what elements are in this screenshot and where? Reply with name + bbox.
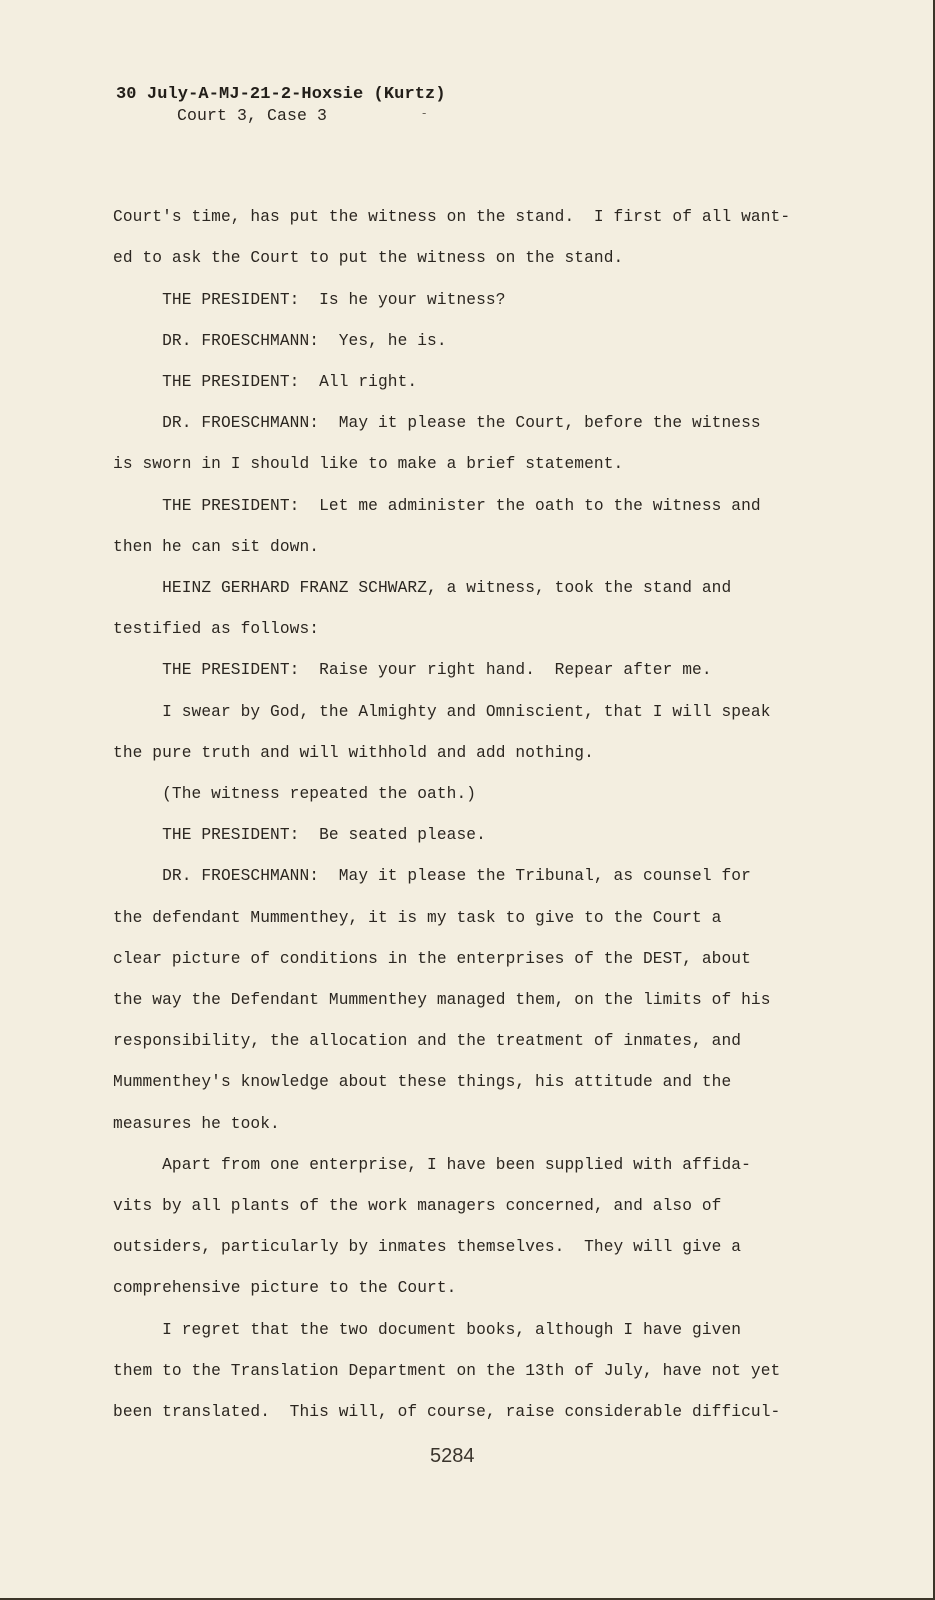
body-line: Apart from one enterprise, I have been supplied with affida- (113, 1156, 751, 1174)
body-line: HEINZ GERHARD FRANZ SCHWARZ, a witness, took the stand and (113, 579, 732, 597)
body-line: (The witness repeated the oath.) (113, 785, 477, 803)
body-line: been translated. This will, of course, raise considerable difficul- (113, 1403, 781, 1421)
stray-mark: - (422, 106, 427, 120)
body-line: is sworn in I should like to make a brief statement. (113, 455, 624, 473)
body-line: I regret that the two document books, although I have given (113, 1321, 742, 1339)
body-line: comprehensive picture to the Court. (113, 1279, 457, 1297)
body-line: the defendant Mummenthey, it is my task to give to the Court a (113, 909, 722, 927)
body-line: outsiders, particularly by inmates themselves. They will give a (113, 1238, 742, 1256)
body-line: DR. FROESCHMANN: May it please the Court, before the witness (113, 414, 761, 432)
body-line: the way the Defendant Mummenthey managed them, on the limits of his (113, 991, 771, 1009)
body-line: I swear by God, the Almighty and Omniscient, that I will speak (113, 703, 771, 721)
body-line: responsibility, the allocation and the treatment of inmates, and (113, 1032, 742, 1050)
body-line: Court's time, has put the witness on the stand. I first of all want- (113, 208, 791, 226)
body-line: THE PRESIDENT: All right. (113, 373, 418, 391)
body-line: ed to ask the Court to put the witness on the stand. (113, 249, 624, 267)
header-line-date-reporter: 30 July-A-MJ-21-2-Hoxsie (Kurtz) (116, 85, 446, 104)
body-line: THE PRESIDENT: Is he your witness? (113, 291, 506, 309)
transcript-body (113, 0, 913, 1440)
body-line: DR. FROESCHMANN: Yes, he is. (113, 332, 447, 350)
body-line: THE PRESIDENT: Let me administer the oath to the witness and (113, 497, 761, 515)
body-line: the pure truth and will withhold and add nothing. (113, 744, 594, 762)
body-line: vits by all plants of the work managers concerned, and also of (113, 1197, 722, 1215)
page-number: 5284 (430, 1445, 475, 1467)
body-line: DR. FROESCHMANN: May it please the Tribunal, as counsel for (113, 867, 751, 885)
body-line: measures he took. (113, 1115, 280, 1133)
body-line: then he can sit down. (113, 538, 320, 556)
body-line: clear picture of conditions in the enterprises of the DEST, about (113, 950, 751, 968)
body-line: THE PRESIDENT: Be seated please. (113, 826, 486, 844)
body-line: Mummenthey's knowledge about these things, his attitude and the (113, 1073, 732, 1091)
body-line: them to the Translation Department on the 13th of July, have not yet (113, 1362, 781, 1380)
body-line: testified as follows: (113, 620, 320, 638)
header-line-court-case: Court 3, Case 3 (177, 106, 328, 125)
body-line: THE PRESIDENT: Raise your right hand. Repear after me. (113, 661, 712, 679)
